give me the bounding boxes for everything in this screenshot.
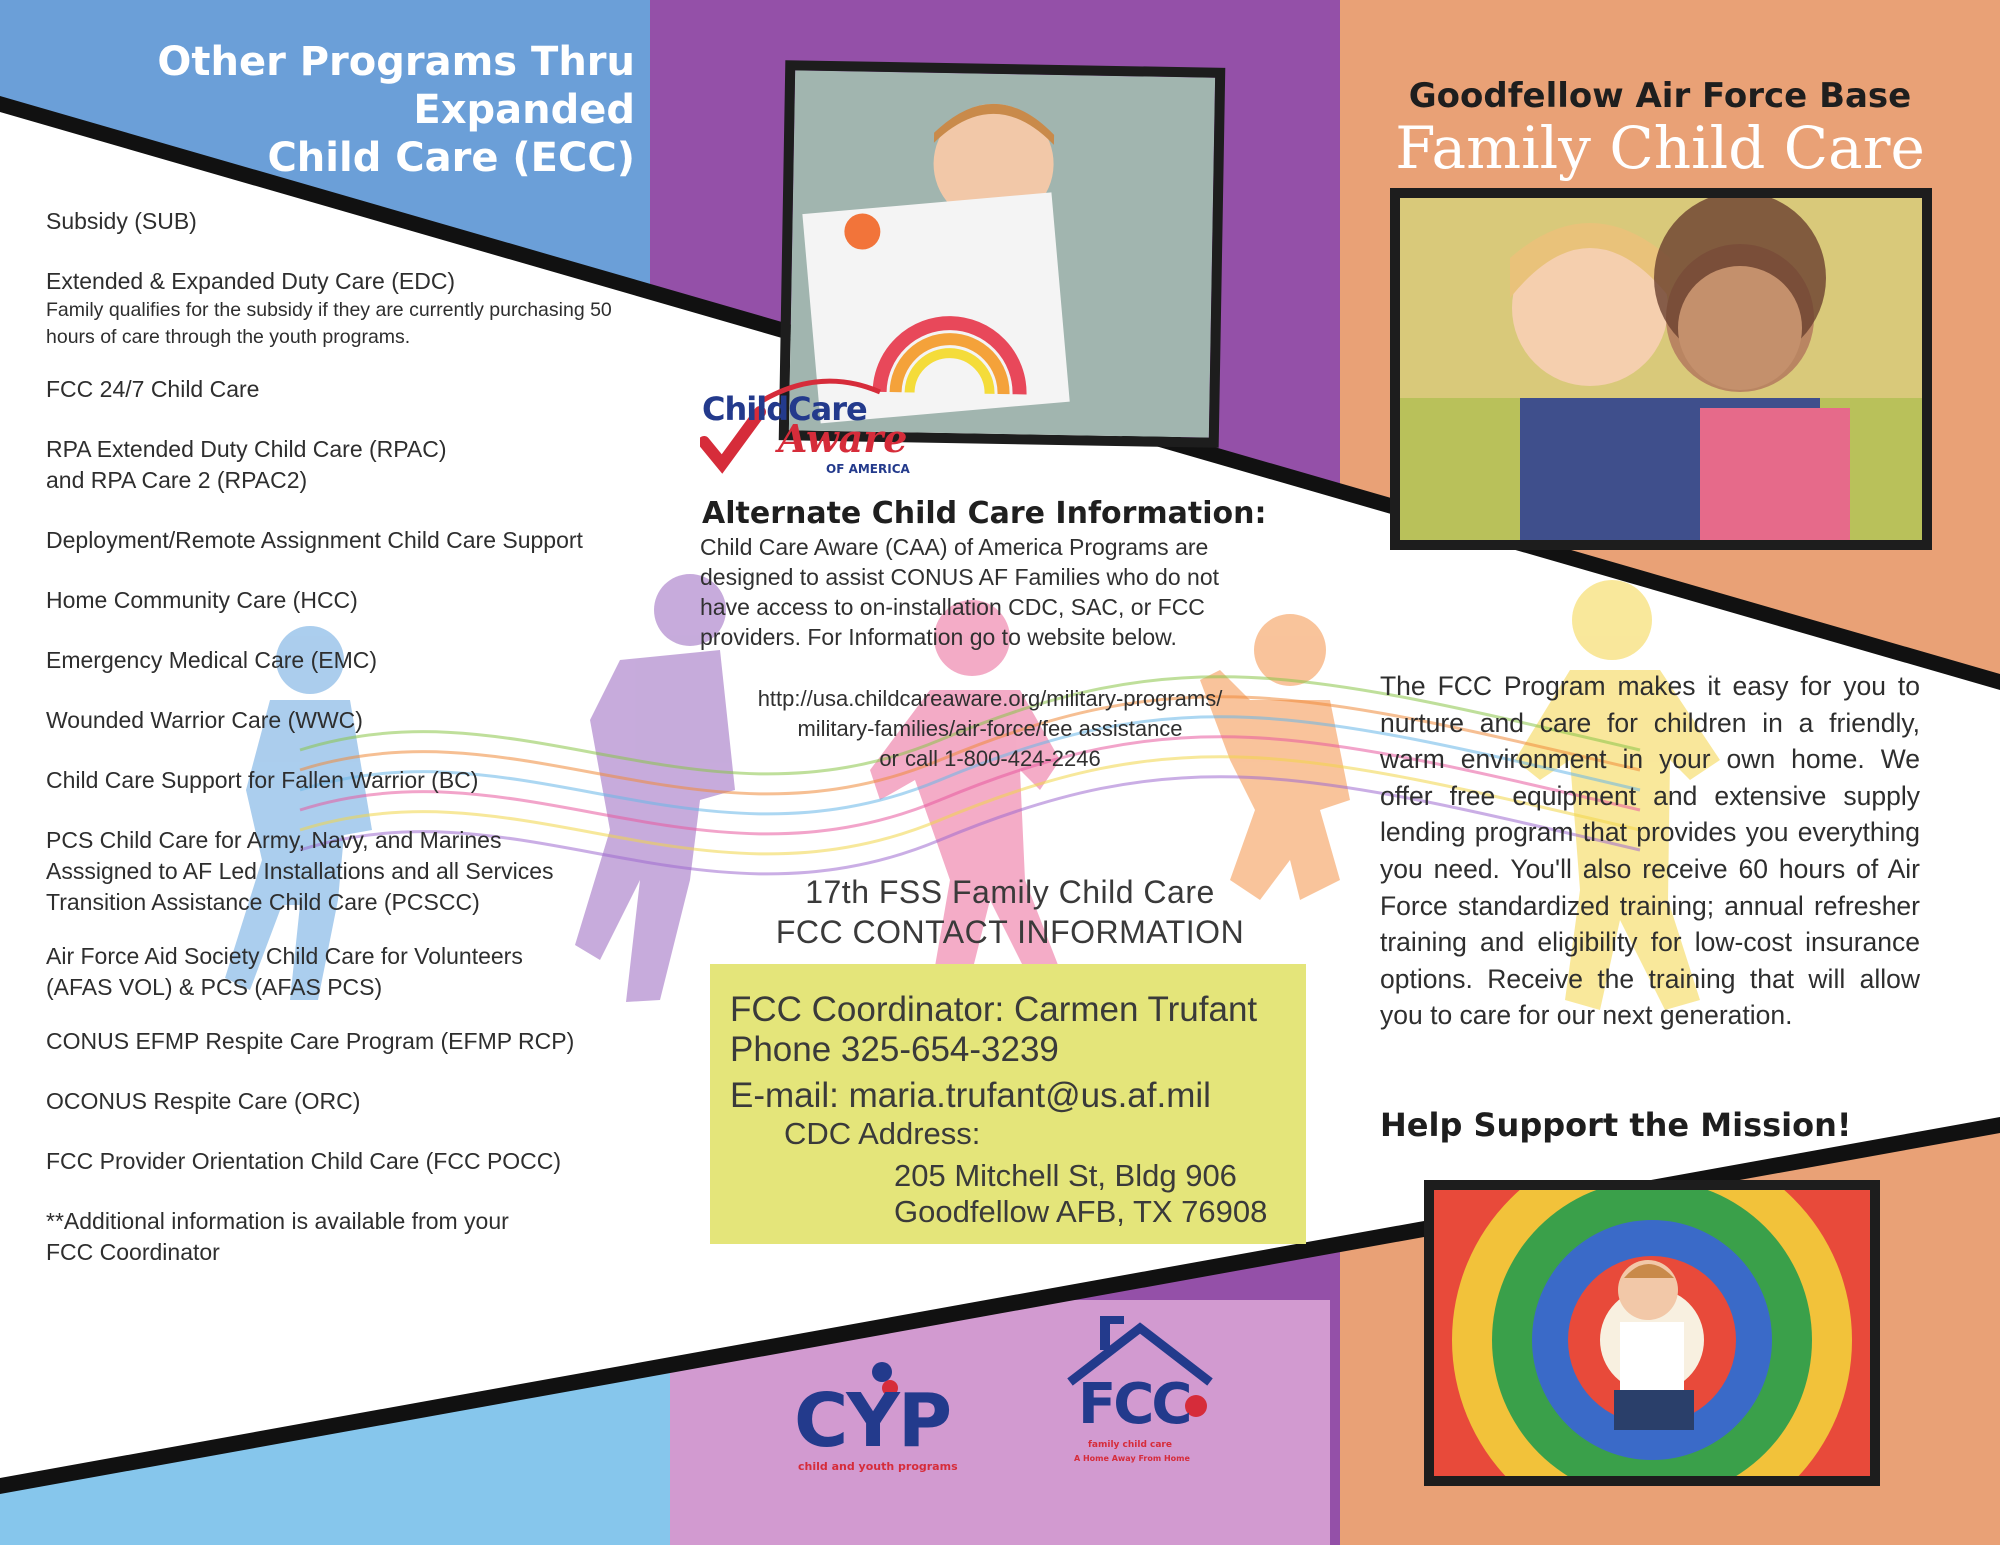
cdc-address-label: CDC Address:	[784, 1116, 981, 1151]
list-item	[46, 1146, 636, 1177]
program-name: Extended & Expanded Duty Care (EDC)	[46, 268, 456, 294]
list-item	[46, 585, 636, 616]
program-name: Deployment/Remote Assignment Child Care Support	[46, 527, 583, 553]
list-item	[46, 941, 586, 1003]
hugging-children-illustration	[1400, 198, 1922, 540]
alternate-care-heading: Alternate Child Care Information:	[702, 496, 1267, 531]
list-item	[46, 1086, 636, 1117]
left-title-line: Expanded	[413, 87, 635, 133]
fcc-letters: FCC	[1078, 1372, 1190, 1437]
program-note: Family qualifies for the subsidy if they are currently purchasing 50 hours of care through the youth programs.	[46, 299, 612, 348]
program-name: RPA Extended Duty Child Care (RPAC) and RPA Care 2 (RPAC2)	[46, 436, 447, 493]
left-title-line: Child Care (ECC)	[267, 135, 635, 181]
program-name: FCC Provider Orientation Child Care (FCC POCC)	[46, 1148, 562, 1174]
cyp-letters: CYP	[794, 1378, 951, 1464]
left-panel-title	[60, 38, 635, 182]
alternate-care-body: Child Care Aware (CAA) of America Programs are designed to assist CONUS AF Families who do not have access to on-installation CDC, SAC, or FCC providers. For Information go to website below.	[700, 534, 1220, 650]
address-line-1: 205 Mitchell St, Bldg 906	[894, 1158, 1237, 1193]
right-panel-title: Family Child Care	[1395, 114, 1925, 182]
left-title-line: Other Programs Thru	[157, 39, 635, 85]
logo-line2: Aware	[778, 416, 908, 461]
list-item	[46, 645, 636, 676]
contact-title-line: FCC CONTACT INFORMATION	[775, 914, 1245, 950]
list-item	[46, 1206, 516, 1268]
program-name: Emergency Medical Care (EMC)	[46, 647, 378, 673]
url-line[interactable]: military-families/air-force/fee assistance	[797, 716, 1183, 741]
list-item	[46, 1026, 636, 1057]
list-item	[46, 434, 486, 496]
program-name: CONUS EFMP Respite Care Program (EFMP RCP)	[46, 1028, 575, 1054]
alternate-care-url	[700, 684, 1280, 774]
fcc-caption-1: family child care	[1088, 1440, 1172, 1450]
childcare-aware-logo	[700, 372, 940, 482]
coordinator-line: FCC Coordinator: Carmen Trufant	[730, 990, 1258, 1029]
play-tunnel-illustration	[1434, 1190, 1870, 1476]
fcc-caption-2: A Home Away From Home	[1074, 1454, 1190, 1463]
program-name: Home Community Care (HCC)	[46, 587, 358, 613]
list-item	[46, 825, 586, 918]
list-item	[46, 266, 636, 351]
url-line[interactable]: http://usa.childcareaware.org/military-programs/	[757, 686, 1223, 711]
program-list	[46, 206, 636, 1297]
program-name: FCC 24/7 Child Care	[46, 376, 260, 402]
play-tunnel-photo	[1424, 1180, 1880, 1486]
program-name: Air Force Aid Society Child Care for Volunteers (AFAS VOL) & PCS (AFAS PCS)	[46, 943, 523, 1000]
contact-box	[710, 964, 1306, 1244]
mission-text: Help Support the Mission!	[1380, 1106, 1852, 1144]
contact-title-line: 17th FSS Family Child Care	[805, 874, 1215, 910]
program-name: **Additional information is available from your FCC Coordinator	[46, 1208, 509, 1265]
program-name: Subsidy (SUB)	[46, 208, 197, 234]
contact-title	[720, 872, 1300, 952]
program-name: PCS Child Care for Army, Navy, and Marines Asssigned to AF Led Installations and all Services Transition Assistance Child Care (PCSCC)	[46, 827, 554, 915]
list-item	[46, 374, 636, 405]
logo-line3: OF AMERICA	[826, 462, 910, 476]
fcc-logo	[1060, 1316, 1220, 1476]
email-line[interactable]: E-mail: maria.trufant@us.af.mil	[730, 1076, 1211, 1115]
address-line-2: Goodfellow AFB, TX 76908	[894, 1194, 1268, 1229]
list-item	[46, 525, 636, 556]
logo-line1: ChildCare	[702, 390, 867, 428]
cyp-caption: child and youth programs	[798, 1460, 958, 1473]
phone-line: or call 1-800-424-2246	[879, 746, 1101, 771]
list-item	[46, 705, 636, 736]
list-item	[46, 206, 636, 237]
program-name: Child Care Support for Fallen Warrior (BC)	[46, 767, 479, 793]
program-name: OCONUS Respite Care (ORC)	[46, 1088, 361, 1114]
cyp-logo	[790, 1360, 990, 1480]
phone-line: Phone 325-654-3239	[730, 1030, 1059, 1069]
right-panel-subtitle: Goodfellow Air Force Base	[1408, 76, 1912, 116]
fcc-description: The FCC Program makes it easy for you to nurture and care for children in a friendly, warm environment in your own home. We offer free equipment and extensive supply lending program that provides you everything you need. You'll also receive 60 hours of Air Force standardized training; annual refresher training and eligibility for low-cost insurance options. Receive the training that will allow you to care for our next generation.	[1380, 671, 1920, 1031]
list-item	[46, 765, 636, 796]
program-name: Wounded Warrior Care (WWC)	[46, 707, 363, 733]
hugging-children-photo	[1390, 188, 1932, 550]
